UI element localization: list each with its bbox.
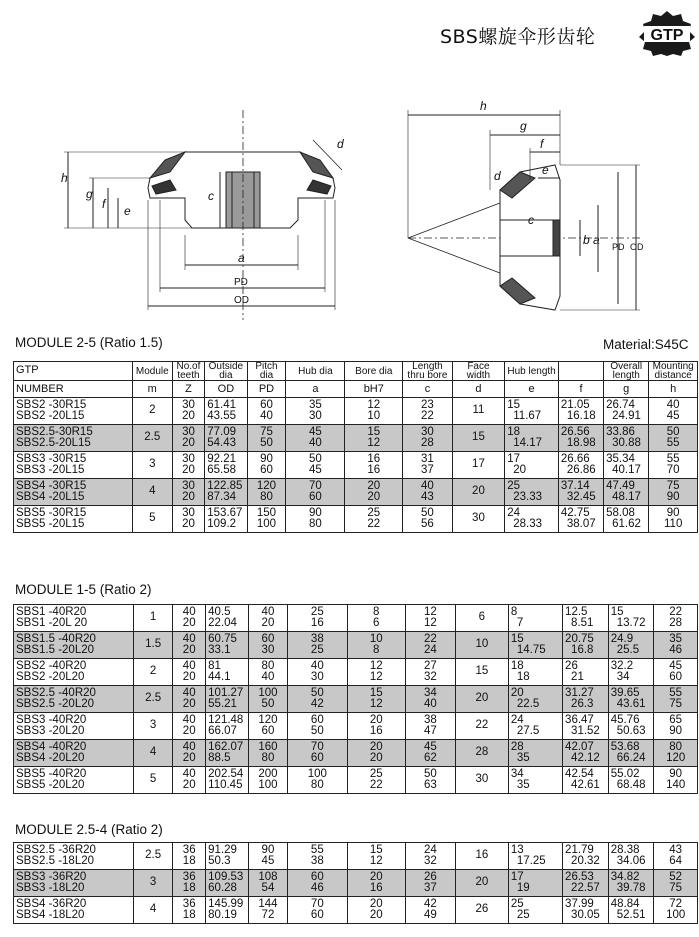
- hub-length-value: 8 7: [508, 605, 562, 632]
- col-teeth: No.of teeth: [172, 362, 205, 381]
- module-value: 3: [132, 452, 172, 479]
- pd-value: 60 40: [247, 398, 286, 425]
- hub-dia-value: 70 60: [288, 740, 347, 767]
- right-gear-section: [408, 110, 640, 310]
- hub-dia-value: 70 60: [288, 897, 347, 924]
- hub-length-value: 15 11.67: [505, 398, 559, 425]
- svg-text:e: e: [542, 163, 549, 177]
- col-number: NUMBER: [14, 381, 133, 398]
- teeth-value: 40 20: [173, 632, 206, 659]
- teeth-value: 40 20: [173, 767, 206, 794]
- module-value: 3: [133, 713, 172, 740]
- hub-dia-value: 25 16: [288, 605, 347, 632]
- hub-dia-value: 60 46: [288, 870, 347, 897]
- page-header: [0, 0, 699, 60]
- hub-dia-value: 38 25: [288, 632, 347, 659]
- face-width-value: 16: [455, 843, 508, 870]
- hub-dia-value: 90 80: [286, 506, 345, 533]
- bore-value: 20 16: [347, 713, 405, 740]
- part-number: SBS1 -40R20 SBS1 -20L 20: [14, 605, 134, 632]
- f-value: 26.53 22.57: [563, 870, 609, 897]
- hub-length-value: 24 28.33: [505, 506, 559, 533]
- length-value: 24 32: [405, 843, 455, 870]
- face-width-value: 15: [452, 425, 505, 452]
- teeth-value: 30 20: [172, 452, 205, 479]
- sub-8: e: [505, 381, 559, 398]
- face-width-value: 20: [452, 479, 505, 506]
- f-value: 26 21: [563, 659, 609, 686]
- svg-text:c: c: [528, 213, 534, 227]
- od-value: 77.09 54.43: [205, 425, 247, 452]
- table-row: [14, 843, 698, 870]
- module-value: 2.5: [132, 425, 172, 452]
- pd-value: 90 45: [248, 843, 287, 870]
- hub-dia-value: 50 42: [288, 686, 347, 713]
- face-width-value: 6: [455, 605, 508, 632]
- svg-text:g: g: [520, 119, 527, 133]
- od-value: 153.67 109.2: [205, 506, 247, 533]
- hub-length-value: 17 20: [505, 452, 559, 479]
- hub-length-value: 15 14.75: [508, 632, 562, 659]
- svg-text:h: h: [480, 99, 487, 113]
- table-row: [14, 479, 698, 506]
- table-row: [14, 897, 698, 924]
- bore-value: 15 12: [347, 686, 405, 713]
- face-width-value: 11: [452, 398, 505, 425]
- bore-value: 15 12: [347, 843, 405, 870]
- spec-table-ratio-2: [13, 604, 698, 794]
- hub-length-value: 28 35: [508, 740, 562, 767]
- part-number: SBS3 -30R15 SBS3 -20L15: [14, 452, 133, 479]
- bore-value: 20 20: [347, 897, 405, 924]
- od-value: 109.53 60.28: [206, 870, 249, 897]
- teeth-value: 30 20: [172, 479, 205, 506]
- length-value: 50 56: [403, 506, 452, 533]
- spec-table-ratio-1-5: [13, 361, 698, 533]
- face-width-value: 28: [455, 740, 508, 767]
- od-value: 202.54 110.45: [206, 767, 249, 794]
- part-number: SBS2.5-30R15 SBS2.5-20L15: [14, 425, 133, 452]
- module-value: 4: [133, 897, 172, 924]
- table-row: [14, 713, 698, 740]
- part-number: SBS2.5 -40R20 SBS2.5 -20L20: [14, 686, 134, 713]
- f-value: 21.05 16.18: [558, 398, 603, 425]
- mounting-value: 43 64: [654, 843, 698, 870]
- pd-value: 120 80: [247, 479, 286, 506]
- bore-value: 25 22: [347, 767, 405, 794]
- mounting-value: 45 60: [654, 659, 698, 686]
- f-value: 31.27 26.3: [563, 686, 609, 713]
- module-value: 3: [133, 870, 172, 897]
- part-number: SBS4 -40R20 SBS4 -20L20: [14, 740, 134, 767]
- bore-value: 12 12: [347, 659, 405, 686]
- part-number: SBS4 -36R20 SBS4 -18L20: [14, 897, 134, 924]
- section-title-ratio-2-2: MODULE 2.5-4 (Ratio 2): [15, 822, 163, 837]
- col-bore: Bore dia: [345, 362, 403, 381]
- pd-value: 108 54: [248, 870, 287, 897]
- overall-value: 35.34 40.17: [604, 452, 649, 479]
- od-value: 162.07 88.5: [206, 740, 249, 767]
- f-value: 37.14 32.45: [558, 479, 603, 506]
- svg-text:h: h: [61, 171, 68, 185]
- part-number: SBS5 -30R15 SBS5 -20L15: [14, 506, 133, 533]
- col-face: Face width: [452, 362, 505, 381]
- f-value: 42.75 38.07: [558, 506, 603, 533]
- bore-value: 20 20: [347, 740, 405, 767]
- pd-value: 80 40: [248, 659, 287, 686]
- col-overall: Overall length: [604, 362, 649, 381]
- svg-text:f: f: [540, 137, 544, 151]
- pd-value: 200 100: [248, 767, 287, 794]
- teeth-value: 40 20: [173, 605, 206, 632]
- length-value: 50 63: [405, 767, 455, 794]
- overall-value: 47.49 48.17: [604, 479, 649, 506]
- length-value: 23 22: [403, 398, 452, 425]
- pd-value: 75 50: [247, 425, 286, 452]
- module-value: 2.5: [133, 843, 172, 870]
- part-number: SBS5 -40R20 SBS5 -20L20: [14, 767, 134, 794]
- header-row: [14, 362, 698, 381]
- overall-value: 58.08 61.62: [604, 506, 649, 533]
- module-value: 4: [133, 740, 172, 767]
- mounting-value: 65 90: [654, 713, 698, 740]
- sub-9: f: [558, 381, 603, 398]
- module-value: 5: [133, 767, 172, 794]
- pd-value: 150 100: [247, 506, 286, 533]
- teeth-value: 40 20: [173, 713, 206, 740]
- col-length: Length thru bore: [403, 362, 452, 381]
- face-width-value: 30: [455, 767, 508, 794]
- svg-text:f: f: [102, 197, 106, 211]
- hub-length-value: 13 17.25: [508, 843, 562, 870]
- table-row: [14, 870, 698, 897]
- overall-value: 32.2 34: [608, 659, 654, 686]
- table-row: [14, 632, 698, 659]
- sub-3: PD: [247, 381, 286, 398]
- teeth-value: 40 20: [173, 659, 206, 686]
- od-value: 122.85 87.34: [205, 479, 247, 506]
- pd-value: 90 60: [247, 452, 286, 479]
- section-title-ratio-1-5: MODULE 2-5 (Ratio 1.5): [15, 335, 163, 350]
- module-value: 2: [132, 398, 172, 425]
- teeth-value: 36 18: [173, 870, 206, 897]
- hub-dia-value: 55 38: [288, 843, 347, 870]
- table-row: [14, 398, 698, 425]
- hub-dia-value: 50 45: [286, 452, 345, 479]
- mounting-value: 50 55: [649, 425, 698, 452]
- table-row: [14, 452, 698, 479]
- mounting-value: 35 46: [654, 632, 698, 659]
- length-value: 30 28: [403, 425, 452, 452]
- bore-value: 15 12: [345, 425, 403, 452]
- part-number: SBS4 -30R15 SBS4 -20L15: [14, 479, 133, 506]
- col-outside: Outside dia: [205, 362, 247, 381]
- sub-2: OD: [205, 381, 247, 398]
- sub-0: m: [132, 381, 172, 398]
- svg-text:a: a: [238, 251, 245, 265]
- overall-value: 34.82 39.78: [608, 870, 654, 897]
- length-value: 27 32: [405, 659, 455, 686]
- length-value: 38 47: [405, 713, 455, 740]
- overall-value: 48.84 52.51: [608, 897, 654, 924]
- mounting-value: 40 45: [649, 398, 698, 425]
- col-mounting: Mounting distance: [649, 362, 698, 381]
- module-value: 2: [133, 659, 172, 686]
- module-value: 1.5: [133, 632, 172, 659]
- hub-dia-value: 60 50: [288, 713, 347, 740]
- svg-text:g: g: [86, 187, 93, 201]
- length-value: 40 43: [403, 479, 452, 506]
- pd-value: 100 50: [248, 686, 287, 713]
- od-value: 101.27 55.21: [206, 686, 249, 713]
- gtp-logo: [638, 10, 696, 56]
- length-value: 34 40: [405, 686, 455, 713]
- hub-dia-value: 70 60: [286, 479, 345, 506]
- hub-length-value: 18 18: [508, 659, 562, 686]
- part-number: SBS2 -30R15 SBS2 -20L15: [14, 398, 133, 425]
- pd-value: 144 72: [248, 897, 287, 924]
- section-title-ratio-2: MODULE 1-5 (Ratio 2): [15, 582, 152, 597]
- svg-text:d: d: [494, 169, 501, 183]
- od-value: 60.75 33.1: [206, 632, 249, 659]
- f-value: 42.07 42.12: [563, 740, 609, 767]
- bore-value: 8 6: [347, 605, 405, 632]
- spec-table-ratio-2-b: [13, 842, 698, 924]
- od-value: 145.99 80.19: [206, 897, 249, 924]
- svg-text:c: c: [208, 189, 214, 203]
- pd-value: 40 20: [248, 605, 287, 632]
- col-hublen: Hub length: [505, 362, 559, 381]
- col-module: Module: [132, 362, 172, 381]
- mounting-value: 55 70: [649, 452, 698, 479]
- svg-text:PD: PD: [612, 242, 625, 252]
- table-row: [14, 506, 698, 533]
- sub-1: Z: [172, 381, 205, 398]
- bore-value: 20 20: [345, 479, 403, 506]
- length-value: 26 37: [405, 870, 455, 897]
- bore-value: 25 22: [345, 506, 403, 533]
- f-value: 12.5 8.51: [563, 605, 609, 632]
- bore-value: 12 10: [345, 398, 403, 425]
- part-number: SBS2.5 -36R20 SBS2.5 -18L20: [14, 843, 134, 870]
- hub-length-value: 34 35: [508, 767, 562, 794]
- overall-value: 55.02 68.48: [608, 767, 654, 794]
- table-row: [14, 425, 698, 452]
- col-gtp: GTP: [14, 362, 133, 381]
- overall-value: 26.74 24.91: [604, 398, 649, 425]
- sub-4: a: [286, 381, 345, 398]
- od-value: 81 44.1: [206, 659, 249, 686]
- length-value: 31 37: [403, 452, 452, 479]
- overall-value: 15 13.72: [608, 605, 654, 632]
- face-width-value: 26: [455, 897, 508, 924]
- overall-value: 28.38 34.06: [608, 843, 654, 870]
- face-width-value: 10: [455, 632, 508, 659]
- hub-dia-value: 40 30: [288, 659, 347, 686]
- length-value: 42 49: [405, 897, 455, 924]
- mounting-value: 72 100: [654, 897, 698, 924]
- subheader-row: [14, 381, 698, 398]
- svg-text:OD: OD: [630, 242, 644, 252]
- hub-length-value: 24 27.5: [508, 713, 562, 740]
- od-value: 121.48 66.07: [206, 713, 249, 740]
- od-value: 40.5 22.04: [206, 605, 249, 632]
- sub-5: bH7: [345, 381, 403, 398]
- bore-value: 10 8: [347, 632, 405, 659]
- teeth-value: 30 20: [172, 425, 205, 452]
- table-row: [14, 659, 698, 686]
- module-value: 4: [132, 479, 172, 506]
- overall-value: 39.65 43.61: [608, 686, 654, 713]
- sub-6: c: [403, 381, 452, 398]
- face-width-value: 17: [452, 452, 505, 479]
- mounting-value: 80 120: [654, 740, 698, 767]
- bore-value: 16 16: [345, 452, 403, 479]
- svg-text:GTP: GTP: [650, 27, 684, 44]
- od-value: 91.29 50.3: [206, 843, 249, 870]
- od-value: 61.41 43.55: [205, 398, 247, 425]
- part-number: SBS3 -36R20 SBS3 -18L20: [14, 870, 134, 897]
- table-row: [14, 686, 698, 713]
- part-number: SBS1.5 -40R20 SBS1.5 -20L20: [14, 632, 134, 659]
- length-value: 12 12: [405, 605, 455, 632]
- svg-text:e: e: [124, 204, 131, 218]
- face-width-value: 15: [455, 659, 508, 686]
- mounting-value: 22 28: [654, 605, 698, 632]
- svg-text:a: a: [593, 233, 600, 247]
- hub-length-value: 17 19: [508, 870, 562, 897]
- hub-dia-value: 35 30: [286, 398, 345, 425]
- mounting-value: 52 75: [654, 870, 698, 897]
- face-width-value: 20: [455, 686, 508, 713]
- module-value: 1: [133, 605, 172, 632]
- f-value: 21.79 20.32: [563, 843, 609, 870]
- col-hub: Hub dia: [286, 362, 345, 381]
- sub-7: d: [452, 381, 505, 398]
- f-value: 20.75 16.8: [563, 632, 609, 659]
- length-value: 22 24: [405, 632, 455, 659]
- module-value: 5: [132, 506, 172, 533]
- table-row: [14, 740, 698, 767]
- pd-value: 120 60: [248, 713, 287, 740]
- teeth-value: 40 20: [173, 686, 206, 713]
- od-value: 92.21 65.58: [205, 452, 247, 479]
- teeth-value: 30 20: [172, 398, 205, 425]
- svg-text:d: d: [337, 137, 344, 151]
- overall-value: 45.76 50.63: [608, 713, 654, 740]
- f-value: 36.47 31.52: [563, 713, 609, 740]
- overall-value: 53.68 66.24: [608, 740, 654, 767]
- gear-drawing: [0, 60, 699, 330]
- length-value: 45 62: [405, 740, 455, 767]
- part-number: SBS3 -40R20 SBS3 -20L20: [14, 713, 134, 740]
- mounting-value: 90 110: [649, 506, 698, 533]
- f-value: 26.66 26.86: [558, 452, 603, 479]
- page-title: SBS螺旋伞形齿轮: [440, 26, 596, 48]
- material-label: Material:S45C: [603, 337, 689, 352]
- part-number: SBS2 -40R20 SBS2 -20L20: [14, 659, 134, 686]
- f-value: 37.99 30.05: [563, 897, 609, 924]
- teeth-value: 36 18: [173, 843, 206, 870]
- svg-text:b: b: [583, 233, 590, 247]
- bore-value: 20 16: [347, 870, 405, 897]
- svg-text:PD: PD: [234, 277, 248, 288]
- face-width-value: 22: [455, 713, 508, 740]
- mounting-value: 55 75: [654, 686, 698, 713]
- pd-value: 160 80: [248, 740, 287, 767]
- hub-length-value: 18 14.17: [505, 425, 559, 452]
- svg-text:OD: OD: [234, 295, 249, 306]
- sub-11: h: [649, 381, 698, 398]
- mounting-value: 90 140: [654, 767, 698, 794]
- hub-dia-value: 45 40: [286, 425, 345, 452]
- teeth-value: 36 18: [173, 897, 206, 924]
- face-width-value: 20: [455, 870, 508, 897]
- f-value: 26.56 18.98: [558, 425, 603, 452]
- hub-dia-value: 100 80: [288, 767, 347, 794]
- face-width-value: 30: [452, 506, 505, 533]
- left-gear-section: [64, 110, 342, 320]
- pd-value: 60 30: [248, 632, 287, 659]
- col-blank: [558, 362, 603, 381]
- f-value: 42.54 42.61: [563, 767, 609, 794]
- sub-10: g: [604, 381, 649, 398]
- table-row: [14, 605, 698, 632]
- mounting-value: 75 90: [649, 479, 698, 506]
- hub-length-value: 20 22.5: [508, 686, 562, 713]
- overall-value: 24.9 25.5: [608, 632, 654, 659]
- hub-length-value: 25 23.33: [505, 479, 559, 506]
- hub-length-value: 25 25: [508, 897, 562, 924]
- teeth-value: 40 20: [173, 740, 206, 767]
- teeth-value: 30 20: [172, 506, 205, 533]
- table-row: [14, 767, 698, 794]
- col-pitch: Pitch dia: [247, 362, 286, 381]
- module-value: 2.5: [133, 686, 172, 713]
- overall-value: 33.86 30.88: [604, 425, 649, 452]
